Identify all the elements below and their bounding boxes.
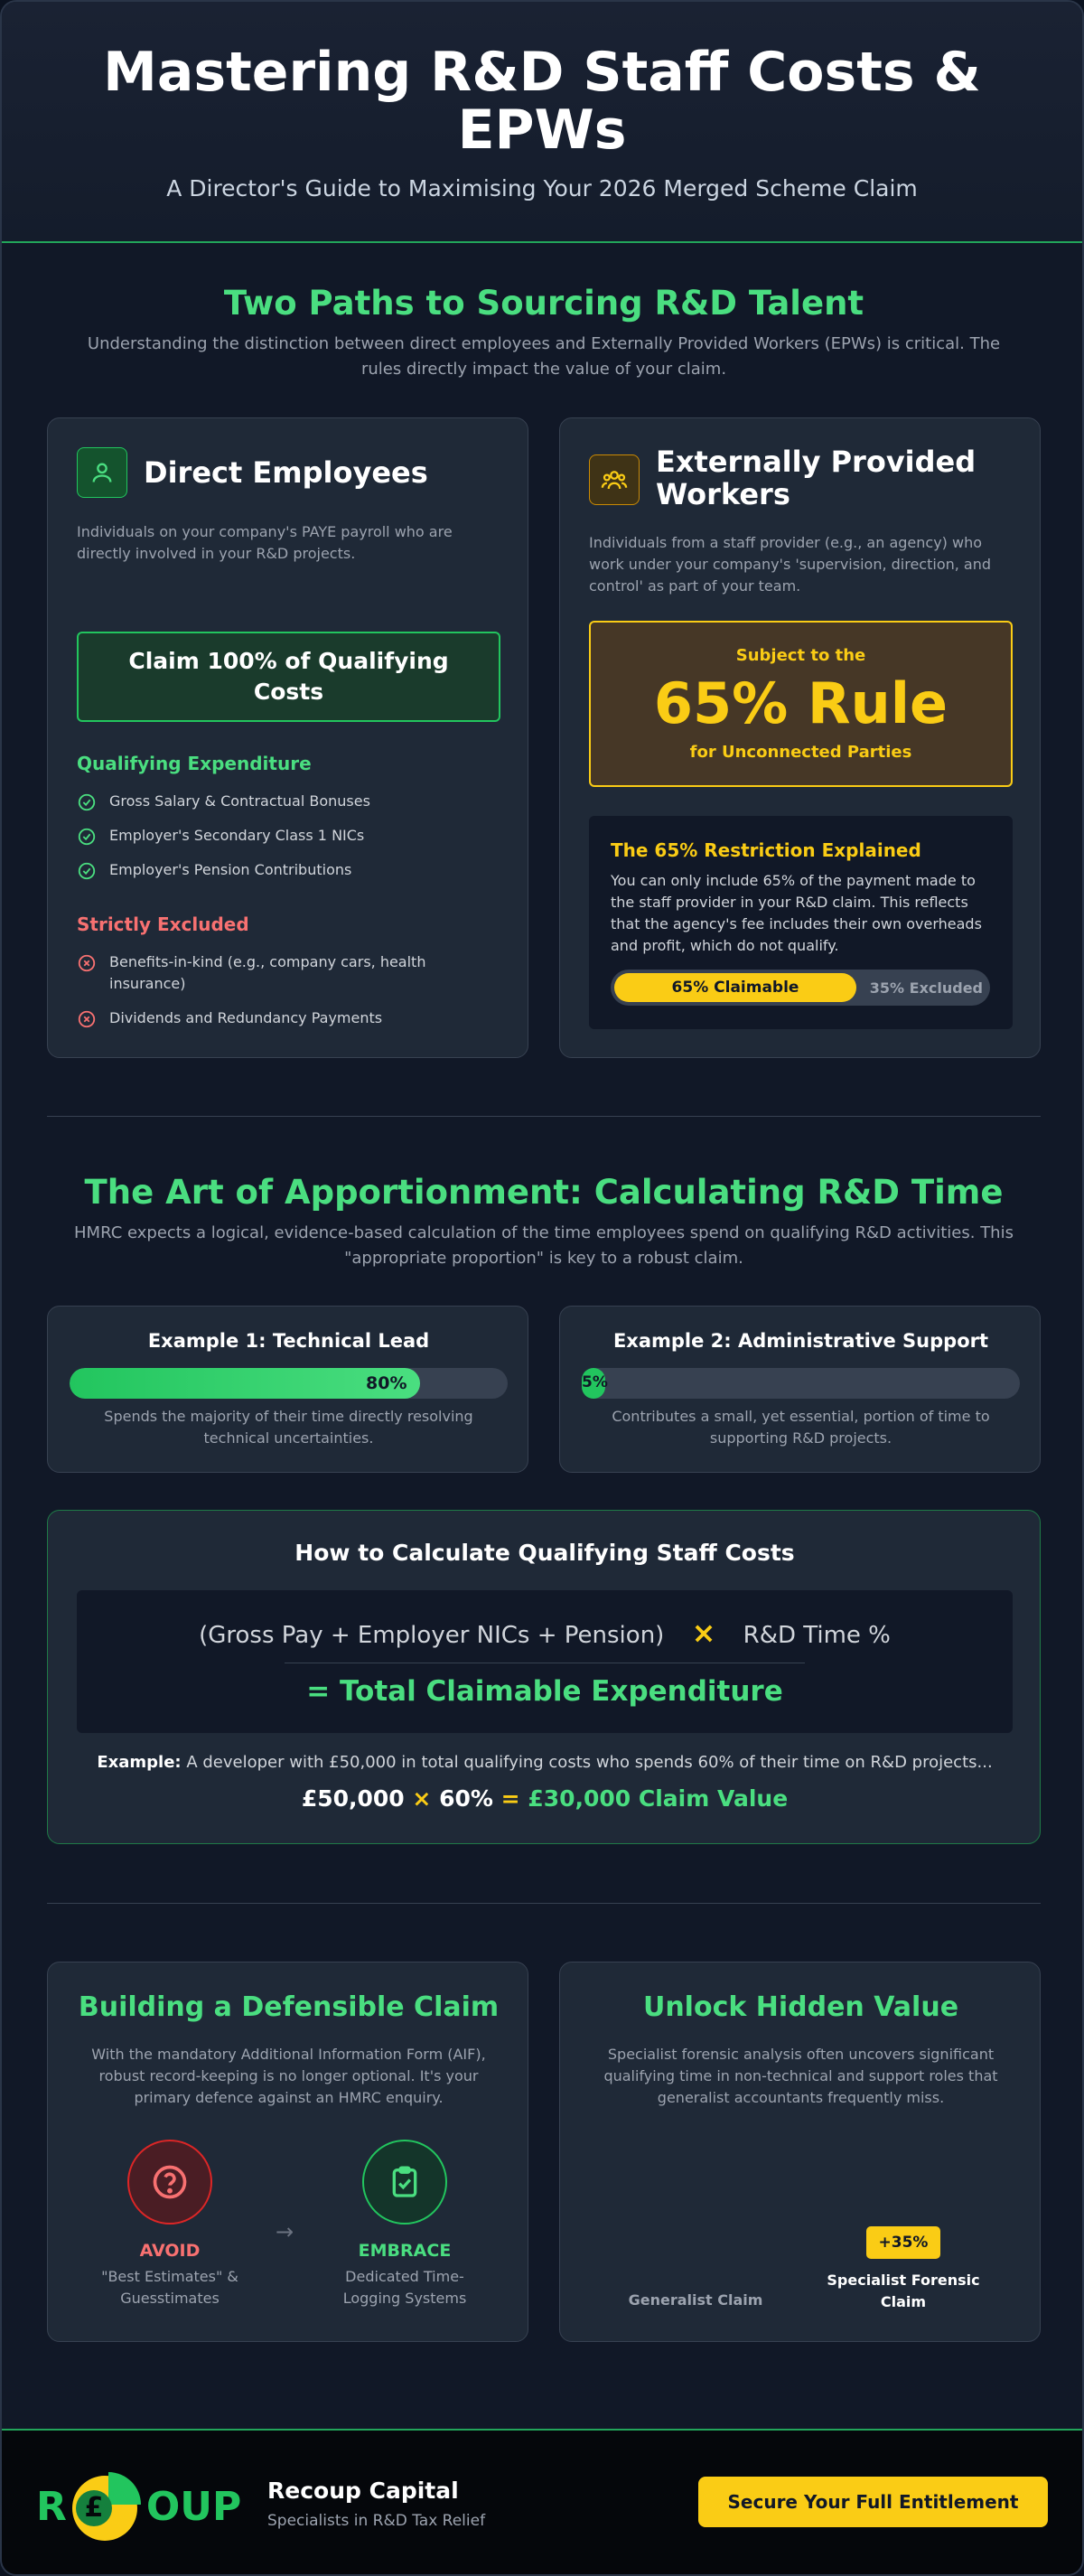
qualifying-item-1: Gross Salary & Contractual Bonuses [109,792,370,810]
avoid-title: AVOID [139,2241,201,2261]
restriction-title: The 65% Restriction Explained [611,839,921,861]
company-tagline: Specialists in R&D Tax Relief [267,2512,486,2530]
epw-title: Externally Provided Workers [656,445,977,511]
excluded-title: Strictly Excluded [77,913,249,935]
rule-headline: 65% Rule [653,670,948,736]
specialist-label: Specialist Forensic Claim [827,2272,980,2310]
formula-line [77,1616,1013,1650]
restriction-text: You can only include 65% of the payment made to the staff provider in your R&D claim. This reflects that the agency's fee includes their own overheads and profit, which do not qualify. [611,872,982,954]
direct-employees-desc: Individuals on your company's PAYE payroll who are directly involved in your R&D projects. [77,523,453,562]
epw-desc: Individuals from a staff provider (e.g., an agency) who work under your company's 'supervision, direction, and control' as part of your team. [589,534,992,595]
qualifying-item-3: Employer's Pension Contributions [109,861,352,878]
example-label: Example: [97,1753,182,1772]
section-divider [47,1116,1041,1117]
rule-pre: Subject to the [735,646,866,665]
page-subtitle: A Director's Guide to Maximising Your 2026 Merged Scheme Claim [166,175,918,201]
embrace-title: EMBRACE [358,2241,452,2261]
check-circle-icon [77,861,97,881]
direct-employees-card [47,417,528,1058]
unlock-title: Unlock Hidden Value [642,1991,959,2023]
claimable-fill [614,973,856,1002]
excluded-label: 35% Excluded [869,979,983,997]
embrace-text: Dedicated Time-Logging Systems [342,2268,467,2307]
page-title: Mastering R&D Staff Costs & EPWs [103,41,981,162]
section-divider [47,1903,1041,1904]
claim-100-box [77,632,500,722]
logo-letters-oup: OUP [145,2483,242,2530]
generalist-label: Generalist Claim [628,2291,763,2309]
excluded-item-2: Dividends and Redundancy Payments [109,1009,383,1026]
check-circle-icon [77,827,97,847]
claimable-bar [611,970,990,1006]
hero-header [2,2,1082,243]
defensible-title: Building a Defensible Claim [78,1991,500,2023]
example1-bar [70,1368,508,1399]
x-circle-icon [77,1009,97,1029]
example2-desc: Contributes a small, yet essential, portion of time to supporting R&D projects. [612,1408,990,1447]
direct-employees-title: Direct Employees [144,455,428,490]
unlock-value-card [559,1962,1041,2342]
example-text: A developer with £50,000 in total qualifying costs who spends 60% of their time on R&D projects... [186,1753,993,1772]
calculation-example [48,1753,1042,1772]
apportion-subtitle: HMRC expects a logical, evidence-based calculation of the time employees spend on qualifying R&D activities. This "appropriate proportion" is key to a robust claim. [74,1223,1014,1268]
x-circle-icon [77,953,97,973]
logo-pound-symbol: £ [84,2492,104,2524]
question-icon [127,2140,212,2225]
qualifying-item-2: Employer's Secondary Class 1 NICs [109,827,365,844]
defensible-desc: With the mandatory Additional Information Form (AIF), robust record-keeping is no longer optional. It's your primary defence against an HMRC enquiry. [91,2046,486,2106]
logo [36,2468,241,2544]
calculation-card [47,1510,1041,1844]
epw-card [559,417,1041,1058]
eq-times: × [412,1785,432,1812]
calculation-title: How to Calculate Qualifying Staff Costs [294,1540,795,1566]
example1-pct-label: 80% [366,1373,407,1393]
formula-right: R&D Time % [743,1622,891,1649]
user-icon [77,447,127,498]
paths-section-header [2,284,1084,382]
check-circle-icon [77,792,97,812]
list-item [77,1007,474,1029]
arrow-right-icon: → [276,2219,294,2244]
eq-b: 60% [439,1785,493,1812]
eq-equals: = [500,1785,520,1812]
team-icon [589,454,640,505]
example1-title: Example 1: Technical Lead [147,1330,430,1352]
clipboard-check-icon [362,2140,447,2225]
logo-mark-icon [69,2468,145,2544]
example2-bar [582,1368,1020,1399]
list-item [77,791,492,812]
calculation-equation [48,1785,1042,1812]
excluded-item-1: Benefits-in-kind (e.g., company cars, health insurance) [109,953,426,992]
restriction-explained-box [589,816,1013,1029]
cta-button[interactable]: Secure Your Full Entitlement [698,2477,1048,2527]
formula-box [77,1590,1013,1733]
claim-100-text: Claim 100% of Qualifying Costs [128,648,449,705]
company-name: Recoup Capital [267,2478,459,2504]
formula-left: (Gross Pay + Employer NICs + Pension) [199,1622,665,1649]
example1-desc: Spends the majority of their time directly resolving technical uncertainties. [104,1408,473,1447]
paths-title: Two Paths to Sourcing R&D Talent [223,284,864,323]
avoid-text: "Best Estimates" & Guesstimates [101,2268,238,2307]
list-item [77,859,492,881]
apportion-title: The Art of Apportionment: Calculating R&D Time [84,1173,1004,1212]
logo-letter-r: R [36,2483,67,2530]
times-sign: × [691,1616,716,1650]
example2-title: Example 2: Administrative Support [612,1330,989,1352]
unlock-desc: Specialist forensic analysis often uncovers significant qualifying time in non-technical and support roles that generalist accountants frequently miss. [603,2046,998,2106]
list-item [77,951,474,995]
rule-post: for Unconnected Parties [689,743,912,762]
list-item [77,825,492,847]
apportion-section-header [2,1173,1084,1271]
example2-pct-label: 5% [582,1373,608,1391]
rule-box [589,621,1013,787]
formula-result: = Total Claimable Expenditure [306,1675,783,1708]
paths-subtitle: Understanding the distinction between direct employees and Externally Provided Workers (EPWs) is critical. The rules directly impact the value of your claim. [87,334,1001,379]
qualifying-title: Qualifying Expenditure [77,753,312,774]
eq-result: £30,000 Claim Value [528,1785,789,1812]
claimable-label: 65% Claimable [671,979,799,997]
uplift-badge: +35% [866,2226,940,2259]
defensible-claim-card [47,1962,528,2342]
example-admin-support-card [559,1306,1041,1473]
eq-a: £50,000 [301,1785,405,1812]
example-technical-lead-card [47,1306,528,1473]
